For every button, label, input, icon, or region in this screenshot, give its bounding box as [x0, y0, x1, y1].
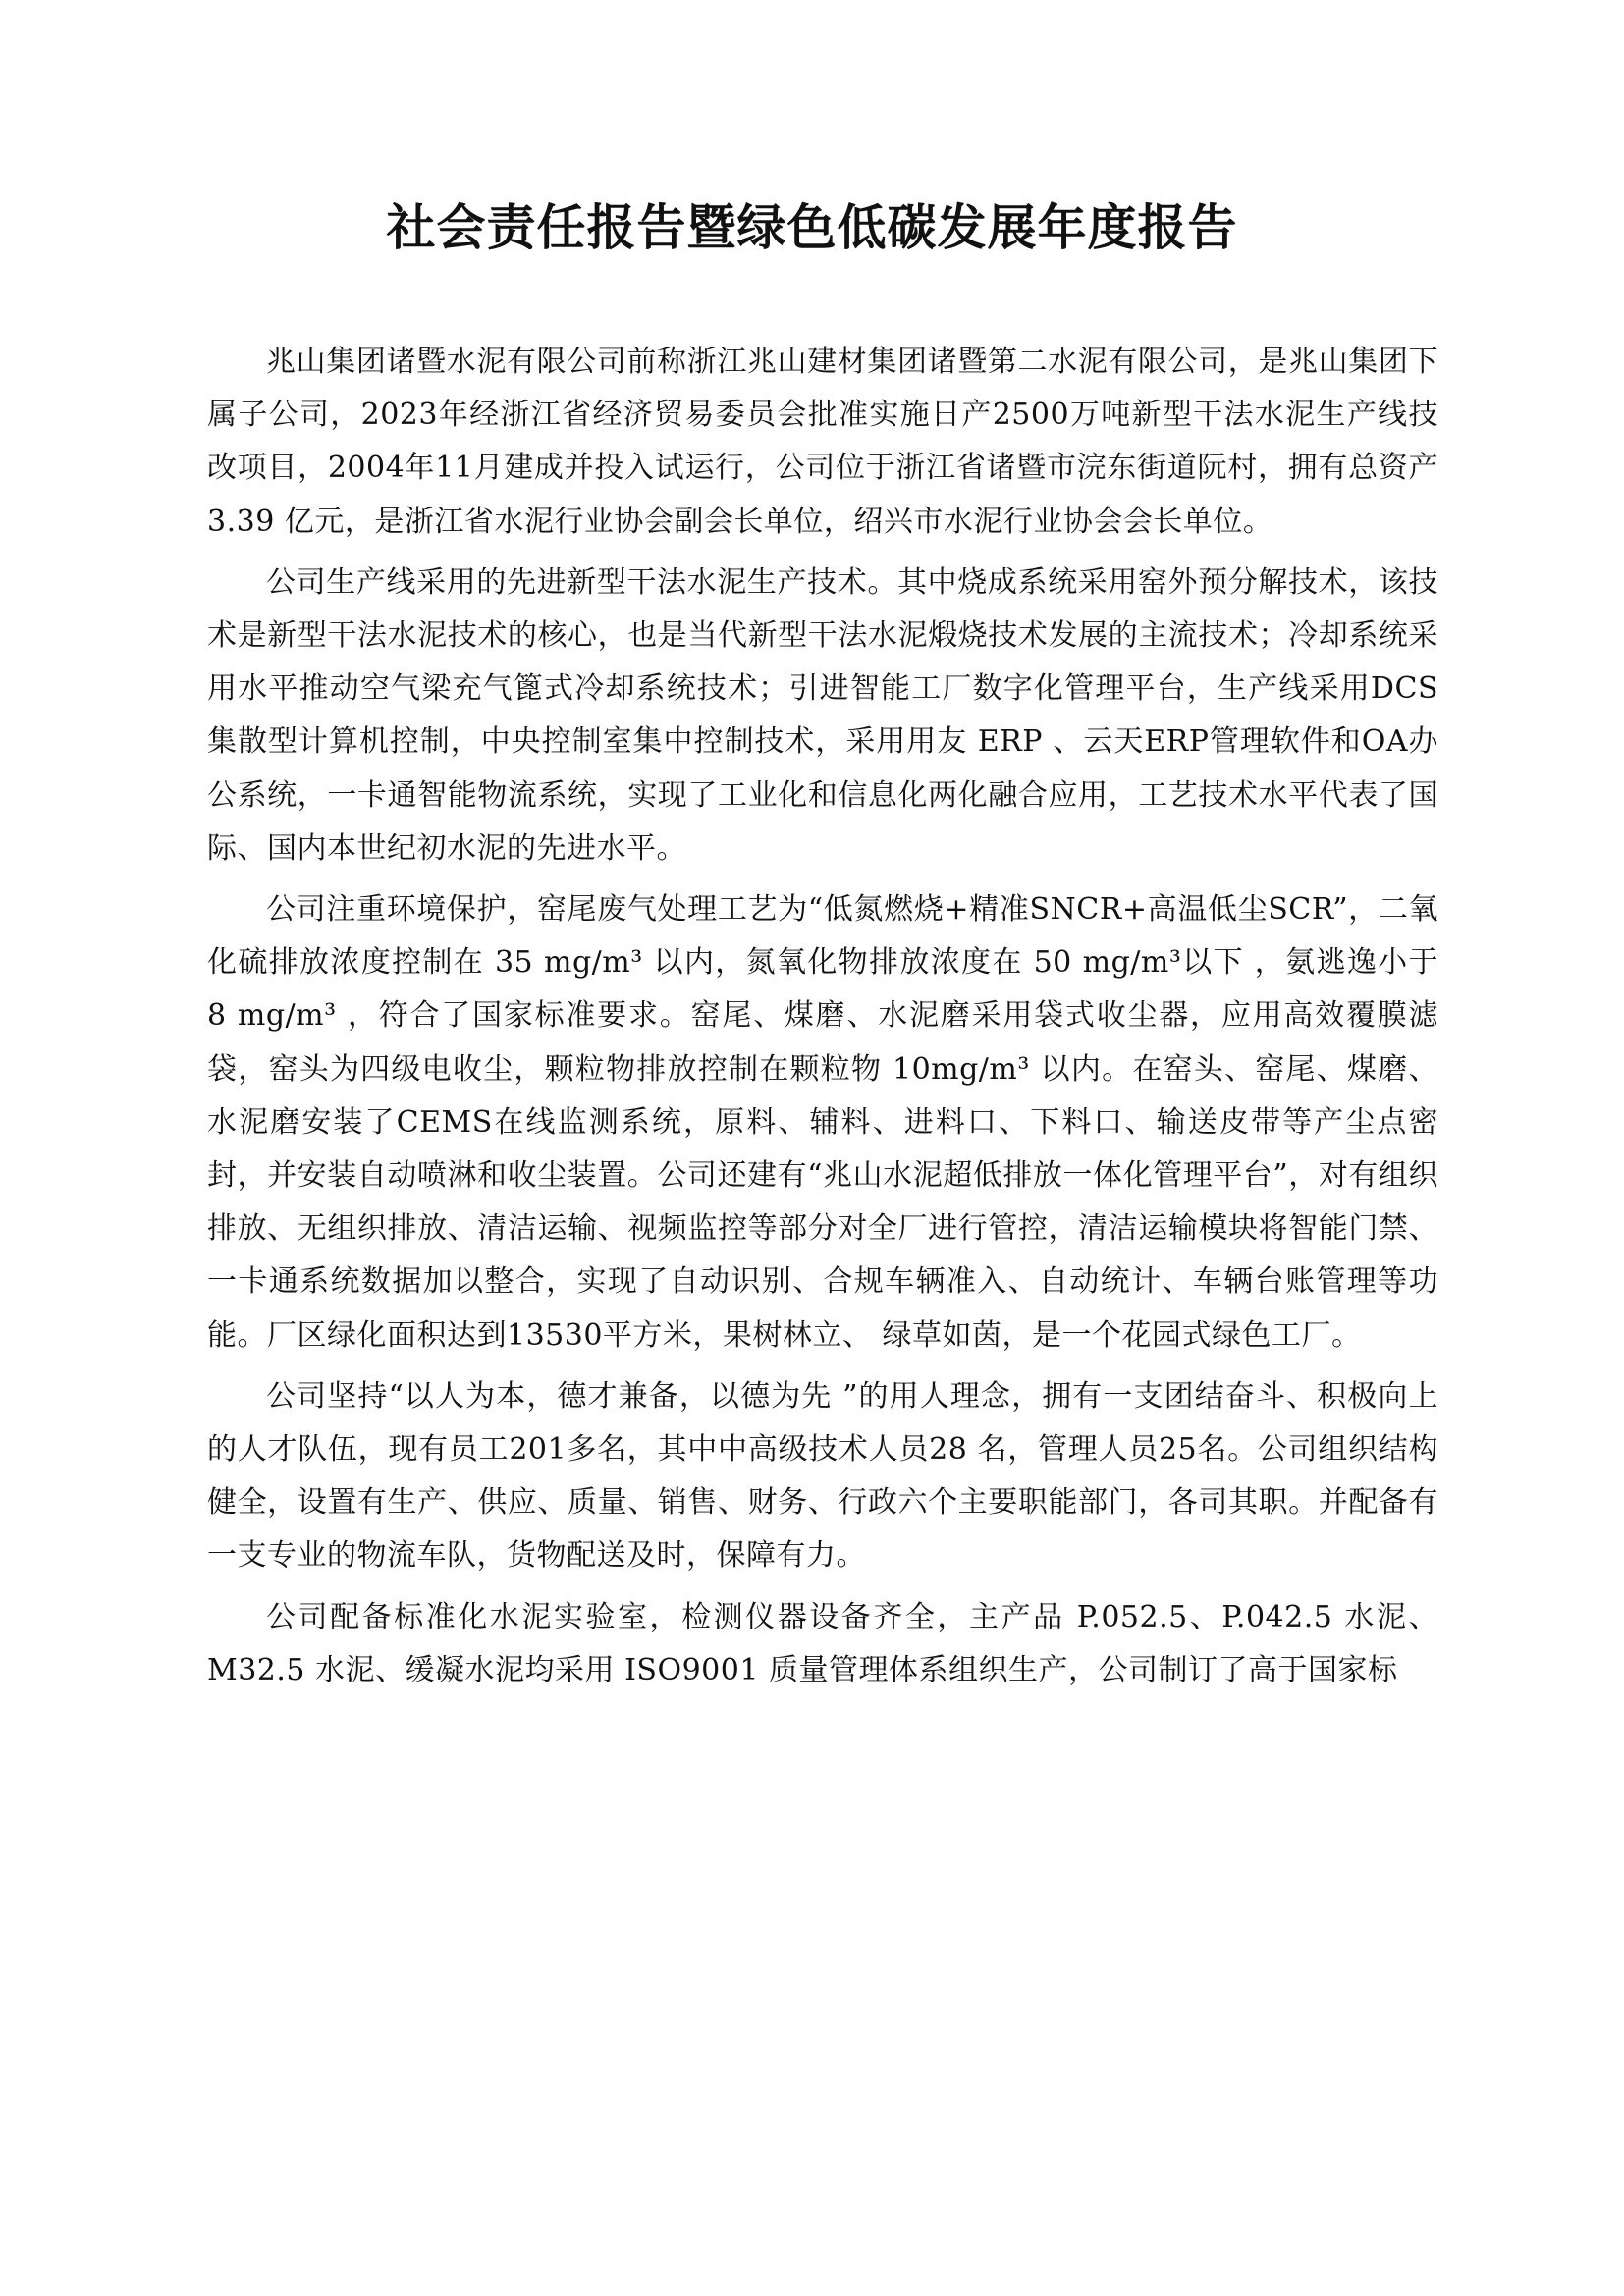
paragraph-human-resources: 公司坚持“以人为本，德才兼备，以德为先 ”的用人理念，拥有一支团结奋斗、积极向上的人才队伍，现有员工201多名，其中中高级技术人员28 名，管理人员25名。公司组织结构健全，设置有生产、供应、质量、销售、财务、行政六个主要职能部门，各司其职。并配备有一支专业的物流车队，货物配送及时，保障有力。: [207, 1378, 1438, 1574]
paragraph-production-technology: 公司生产线采用的先进新型干法水泥生产技术。其中烧成系统采用窑外预分解技术，该技术是新型干法水泥技术的核心，也是当代新型干法水泥煅烧技术发展的主流技术；冷却系统采用水平推动空气梁充气篦式冷却系统技术；引进智能工厂数字化管理平台，生产线采用DCS集散型计算机控制，中央控制室集中控制技术，采用用友 ERP 、云天ERP管理软件和OA办公系统，一卡通智能物流系统，实现了工业化和信息化两化融合应用，工艺技术水平代表了国际、国内本世纪初水泥的先进水平。: [207, 564, 1438, 866]
document-title: 社会责任报告暨绿色低碳发展年度报告: [386, 199, 1238, 256]
paragraph-company-overview: 兆山集团诸暨水泥有限公司前称浙江兆山建材集团诸暨第二水泥有限公司，是兆山集团下属子公司，2023年经浙江省经济贸易委员会批准实施日产2500万吨新型干法水泥生产线技改项目，2004年11月建成并投入试运行，公司位于浙江省诸暨市浣东街道阮村，拥有总资产3.39 亿元，是浙江省水泥行业协会副会长单位，绍兴市水泥行业协会会长单位。: [207, 345, 1438, 539]
paragraph-quality-lab: 公司配备标准化水泥实验室，检测仪器设备齐全，主产品 P.052.5、P.042.5 水泥、M32.5 水泥、缓凝水泥均采用 ISO9001 质量管理体系组织生产，公司制订了高于国家标: [207, 1599, 1438, 1687]
document-body: [207, 336, 1438, 1697]
paragraph-environmental-protection: 公司注重环境保护，窑尾废气处理工艺为“低氮燃烧+精准SNCR+高温低尘SCR”，二氧化硫排放浓度控制在 35 mg/m³ 以内，氮氧化物排放浓度在 50 mg/m³以下 ，氨逃逸小于 8 mg/m³ ，符合了国家标准要求。窑尾、煤磨、水泥磨采用袋式收尘器，应用高效覆膜滤袋，窑头为四级电收尘，颗粒物排放控制在颗粒物 10mg/m³ 以内。在窑头、窑尾、煤磨、水泥磨安装了CEMS在线监测系统，原料、辅料、进料口、下料口、输送皮带等产尘点密封，并安装自动喷淋和收尘装置。公司还建有“兆山水泥超低排放一体化管理平台”，对有组织排放、无组织排放、清洁运输、视频监控等部分对全厂进行管控，清洁运输模块将智能门禁、一卡通系统数据加以整合，实现了自动识别、合规车辆准入、自动统计、车辆台账管理等功能。厂区绿化面积达到13530平方米，果树林立、 绿草如茵，是一个花园式绿色工厂。: [207, 892, 1438, 1353]
